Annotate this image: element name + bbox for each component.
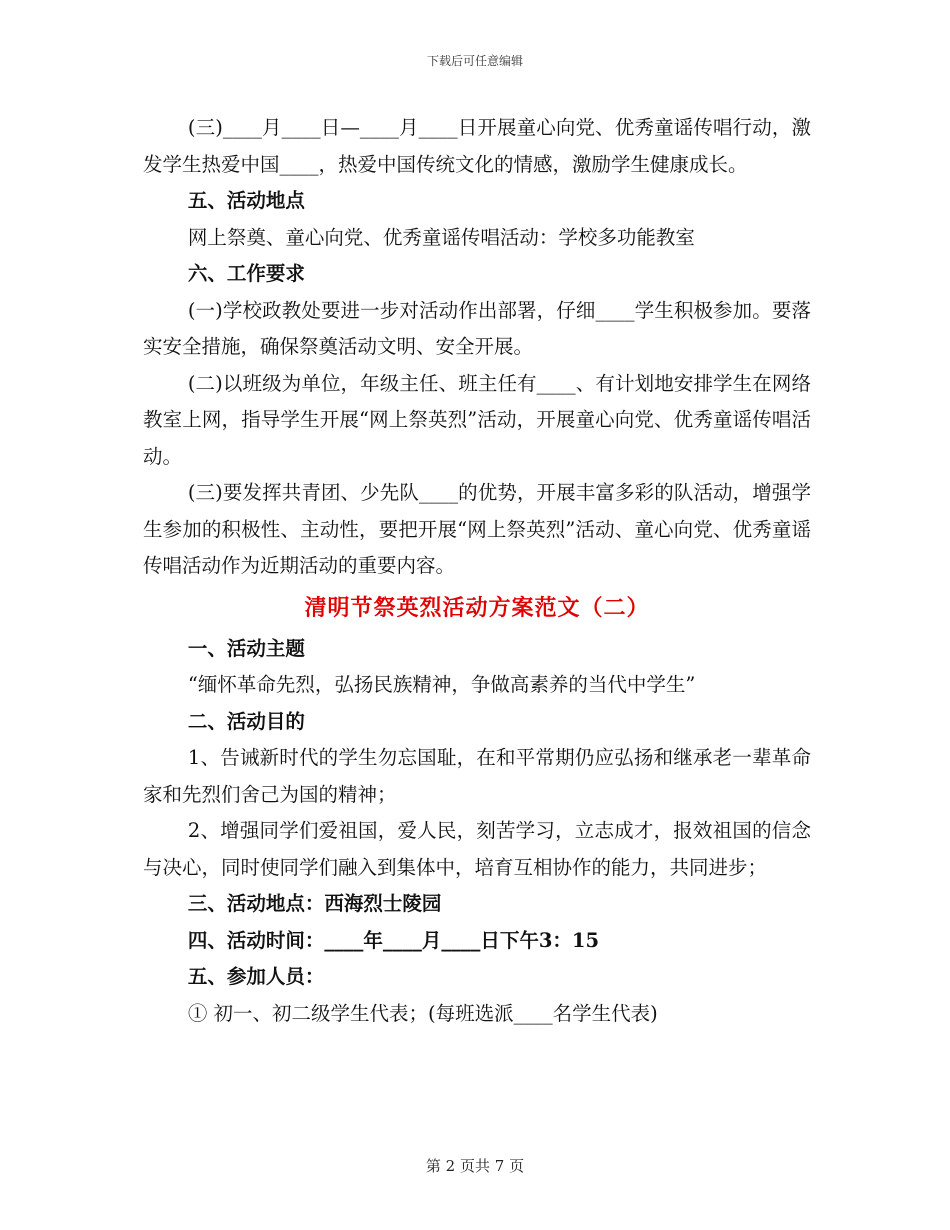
document-body [143, 110, 811, 1032]
paragraph-requirement-1: (一)学校政教处要进一步对活动作出部署，仔细____学生积极参加。要落实安全措施，确保祭奠活动文明、安全开展。 [143, 298, 811, 358]
heading-activity-purpose: 二、活动目的 [187, 709, 305, 733]
heading-activity-theme: 一、活动主题 [187, 636, 305, 660]
paragraph-requirement-3: (三)要发挥共青团、少先队____的优势，开展丰富多彩的队活动，增强学生参加的积极性、主动性，要把开展“网上祭英烈”活动、童心向党、优秀童谣传唱活动作为近期活动的重要内容。 [143, 481, 811, 577]
paragraph-purpose-1: 1、告诫新时代的学生勿忘国耻，在和平常期仍应弘扬和继承老一辈革命家和先烈们舍己为国的精神； [143, 746, 811, 806]
heading-participants: 五、参加人员： [187, 965, 325, 988]
paragraph-activity-3: (三)____月____日—____月____日开展童心向党、优秀童谣传唱行动，激发学生热爱中国____，热爱中国传统文化的情感，激励学生健康成长。 [143, 116, 811, 176]
heading-work-requirements: 六、工作要求 [187, 262, 305, 285]
heading-activity-place: 三、活动地点：西海烈士陵园 [187, 892, 442, 915]
page-header: 下载后可任意编辑 [426, 54, 523, 68]
page-footer: 第 2 页共 7 页 [425, 1157, 525, 1175]
paragraph-purpose-2: 2、增强同学们爱祖国，爱人民，刻苦学习，立志成才，报效祖国的信念与决心，同时使同学们融入到集体中，培育互相协作的能力，共同进步； [143, 819, 811, 879]
paragraph-theme: “缅怀革命先烈，弘扬民族精神，争做高素养的当代中学生” [187, 673, 696, 696]
paragraph-location: 网上祭奠、童心向党、优秀童谣传唱活动：学校多功能教室 [187, 225, 695, 249]
section-title: 清明节祭英烈活动方案范文（二） [304, 594, 650, 621]
paragraph-requirement-2: (二)以班级为单位，年级主任、班主任有____、有计划地安排学生在网络教室上网，指导学生开展“网上祭英烈”活动，开展童心向党、优秀童谣传唱活动。 [143, 371, 811, 468]
paragraph-participants-1: ① 初一、初二级学生代表；(每班选派____名学生代表) [187, 1001, 658, 1025]
heading-activity-location: 五、活动地点 [187, 189, 305, 212]
heading-activity-time: 四、活动时间：____年____月____日下午3：15 [187, 928, 600, 952]
